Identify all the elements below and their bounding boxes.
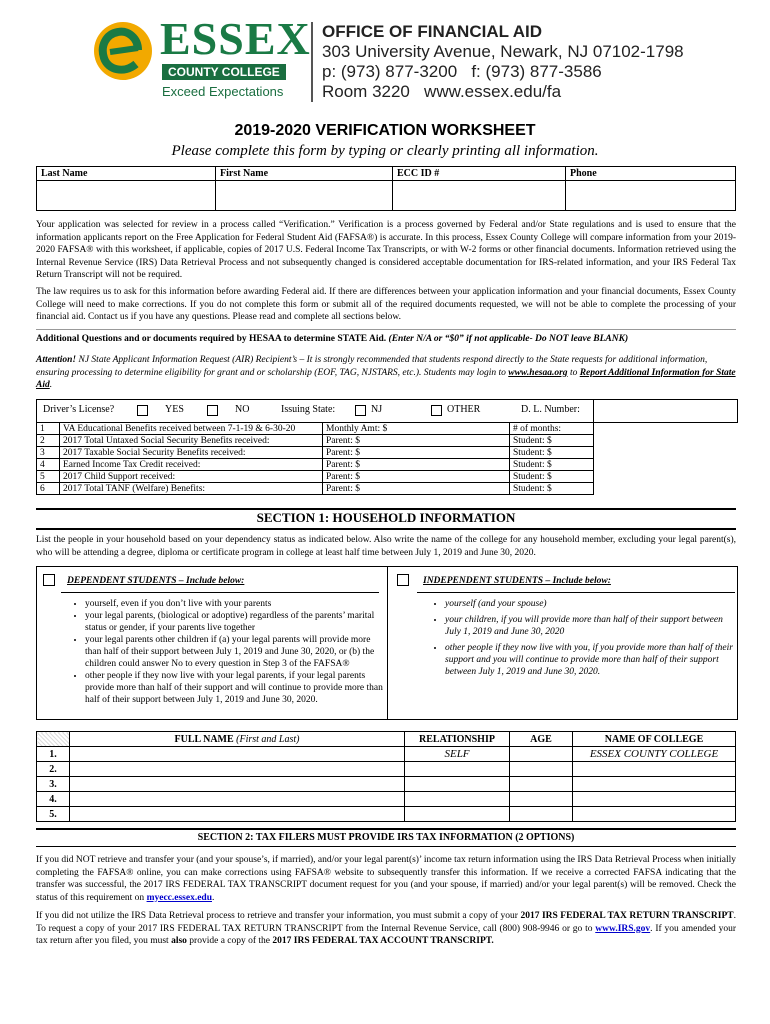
college-header: NAME OF COLLEGE xyxy=(573,732,736,747)
dl-number-field[interactable] xyxy=(593,400,737,422)
other-state-checkbox[interactable] xyxy=(431,405,442,416)
state-aid-row-number: 6 xyxy=(37,483,60,495)
section1-title: SECTION 1: HOUSEHOLD INFORMATION xyxy=(256,510,516,525)
state-aid-student-field[interactable]: Student: $ xyxy=(510,447,594,459)
office-block xyxy=(322,22,684,102)
state-aid-row-label: 2017 Taxable Social Security Benefits received: xyxy=(60,447,323,459)
hesaa-heading-block xyxy=(36,333,736,346)
section1-title-bar xyxy=(36,508,736,530)
office-room: Room 3220 www.essex.edu/fa xyxy=(322,82,562,101)
college-logo-mark-icon xyxy=(92,20,154,82)
first-name-field[interactable] xyxy=(216,181,393,211)
household-row xyxy=(37,747,736,762)
state-aid-parent-field[interactable]: Parent: $ xyxy=(323,459,510,471)
state-aid-row xyxy=(37,483,594,495)
household-relationship-field[interactable]: SELF xyxy=(405,747,510,762)
myecc-link[interactable]: myecc.essex.edu xyxy=(146,892,212,903)
state-aid-parent-field[interactable]: Monthly Amt: $ xyxy=(323,423,510,435)
issuing-state-label: Issuing State: xyxy=(281,404,336,415)
nj-checkbox[interactable] xyxy=(355,405,366,416)
state-aid-student-field[interactable]: Student: $ xyxy=(510,471,594,483)
section2-title: SECTION 2: TAX FILERS MUST PROVIDE IRS TAX INFORMATION (2 OPTIONS) xyxy=(197,832,575,843)
state-aid-row-number: 3 xyxy=(37,447,60,459)
report-additional-info-link[interactable]: Report Additional Information for State Aid xyxy=(36,367,736,390)
state-aid-row-number: 1 xyxy=(37,423,60,435)
household-name-field[interactable] xyxy=(70,792,405,807)
household-relationship-field[interactable] xyxy=(405,807,510,822)
independent-list xyxy=(429,598,741,682)
hesaa-note: (Enter N/A or “$0” if not applicable- Do NOT leave BLANK) xyxy=(388,334,629,344)
section2-paragraph-2: If you did not utilize the IRS Data Retrieval process to retrieve and transfer your information, you must submit a copy of your 2017 IRS FEDERAL TAX RETURN TRANSCRIPT. To request a copy of your 2017 IRS FEDERAL TAX RETURN TRANSCRIPT from the Internal Revenue Service, call (800) 908-9946 or go to www.IRS.gov. If you amended your tax return after you filed, you must also provide a copy of the 2017 IRS FEDERAL TAX ACCOUNT TRANSCRIPT. xyxy=(36,911,736,946)
state-aid-parent-field[interactable]: Parent: $ xyxy=(323,471,510,483)
license-label: Driver’s License? xyxy=(43,404,115,415)
state-aid-row xyxy=(37,423,594,435)
attention-text: NJ State Applicant Information Request (AIR) Recipient’s – It is strongly recommended that students respond directly to the State requests for additional information, ensuring processing to determine eligibility for grant and or scholarship (EOF, TAG, NJSTARS, etc.). Students may login to xyxy=(36,355,708,378)
hesaa-link[interactable]: www.hesaa.org xyxy=(508,367,568,378)
household-row xyxy=(37,807,736,822)
office-address: 303 University Avenue, Newark, NJ 07102-1798 xyxy=(322,42,684,61)
household-college-field[interactable] xyxy=(573,807,736,822)
dependent-list xyxy=(69,598,385,706)
dependent-list-item: • yourself, even if you don’t live with your parents xyxy=(85,598,385,610)
ecc-id-field[interactable] xyxy=(393,181,566,211)
state-aid-parent-field[interactable]: Parent: $ xyxy=(323,483,510,495)
state-aid-student-field[interactable]: # of months: xyxy=(510,423,594,435)
household-age-field[interactable] xyxy=(510,747,573,762)
ecc-id-header: ECC ID # xyxy=(393,167,566,181)
office-title: OFFICE OF FINANCIAL AID xyxy=(322,22,543,41)
household-name-field[interactable] xyxy=(70,807,405,822)
state-aid-row-number: 5 xyxy=(37,471,60,483)
id-table xyxy=(36,166,736,211)
phone-field[interactable] xyxy=(566,181,736,211)
household-row-number: 5. xyxy=(37,807,70,822)
state-aid-row xyxy=(37,447,594,459)
first-name-header: First Name xyxy=(216,167,393,181)
household-college-field[interactable] xyxy=(573,762,736,777)
page-title: 2019-2020 VERIFICATION WORKSHEET xyxy=(234,122,536,139)
state-aid-table xyxy=(36,422,594,495)
household-college-field[interactable] xyxy=(573,777,736,792)
section2-paragraph-1: If you did NOT retrieve and transfer your (and your spouse’s, if married), and/or your legal parent(s)’ income tax return information using the IRS Data Retrieval Process when initially completing the FAFSA® online, you can make corrections using FAFSA® website to subsequently transfer this information. If we receive a corrected FAFSA indicating that the transfer was successful, the 2017 IRS FEDERAL TAX TRANSCRIPT document request for you (and your spouse, if married) and/or your legal parent(s) will be removed. Check the status of this requirement on myecc.essex.edu. xyxy=(36,855,736,903)
dependent-list-item: • your legal parents other children if (a) your legal parents will provide more than half of their support between July 1, 2019 and June 30, 2020, or (b) the children could answer No to every question in Step 3 of the FAFSA® xyxy=(85,634,385,670)
state-aid-row xyxy=(37,435,594,447)
state-aid-student-field[interactable]: Student: $ xyxy=(510,459,594,471)
college-logo xyxy=(92,13,311,104)
dependency-box xyxy=(36,566,738,720)
hesaa-heading: Additional Questions and or documents required by HESAA to determine STATE Aid. xyxy=(36,334,387,344)
household-table xyxy=(36,731,736,832)
household-age-field[interactable] xyxy=(510,777,573,792)
section2-title-bar xyxy=(36,828,736,847)
age-header: AGE xyxy=(510,732,573,747)
state-aid-row-label: 2017 Child Support received: xyxy=(60,471,323,483)
independent-list-item: • your children, if you will provide more than half of their support between July 1, 2019 and June 30, 2020 xyxy=(445,614,741,638)
relationship-header: RELATIONSHIP xyxy=(405,732,510,747)
independent-list-item: • yourself (and your spouse) xyxy=(445,598,741,610)
license-yes-checkbox[interactable] xyxy=(137,405,148,416)
divider xyxy=(36,329,736,330)
office-phone: p: (973) 877-3200 f: (973) 877-3586 xyxy=(322,62,602,81)
household-row xyxy=(37,792,736,807)
dependent-heading: DEPENDENT STUDENTS – Include below: xyxy=(67,576,245,586)
household-row-number: 1. xyxy=(37,747,70,762)
state-aid-row-label: 2017 Total Untaxed Social Security Benefits received: xyxy=(60,435,323,447)
last-name-header: Last Name xyxy=(37,167,216,181)
nj-label: NJ xyxy=(371,404,383,415)
state-aid-row xyxy=(37,471,594,483)
intro-paragraph-1: Your application was selected for review in a process called “Verification.” Verification is a process governed by Federal and/or State regulations and is used to ensure that the information applicants report on the Free Application for Federal Student Aid (FAFSA®) is accurate. In this process, Essex County College will compare information from your 2019-2020 FAFSA® with this worksheet, if applicable, copies of 2017 U.S. Federal Income Tax Transcripts, or with W-2 forms or other financial documents. Information retrieved using the Internal Revenue Service (IRS) Data Retrieval Process and not subsequently changed is considered acceptable documentation for IRS-related information, and your IRS Federal Tax Return Transcript will not be required. xyxy=(36,220,736,280)
logo-sub: COUNTY COLLEGE xyxy=(162,64,286,80)
other-state-label: OTHER xyxy=(447,404,481,415)
household-college-field[interactable] xyxy=(573,792,736,807)
office-divider xyxy=(311,22,313,102)
household-age-field[interactable] xyxy=(510,807,573,822)
independent-checkbox[interactable] xyxy=(397,574,409,586)
section1-description: List the people in your household based on your dependency status as indicated below. Also write the name of the college for any household member, excluding your legal parent(s), who will be attending a degree, diploma or certificate program in college at least half time between July 1, 2019 and June 30, 2020. xyxy=(36,535,736,558)
household-age-field[interactable] xyxy=(510,762,573,777)
dependent-list-item: • your legal parents, (biological or adoptive) regardless of the parents’ marital status or gender, if your parents live together xyxy=(85,610,385,634)
state-aid-row-number: 4 xyxy=(37,459,60,471)
license-yes-label: YES xyxy=(165,404,184,415)
license-no-checkbox[interactable] xyxy=(207,405,218,416)
independent-heading: INDEPENDENT STUDENTS – Include below: xyxy=(423,576,611,586)
intro-paragraph-2: The law requires us to ask for this information before awarding Federal aid. If there are differences between your application information and your financial documents, Essex County College will need to make corrections. If you do not complete this form or submit all of the required documents requested, we will not be able to complete the processing of your financial aid. Contact us if you have any questions. Please read and complete all sections below. xyxy=(36,287,736,322)
state-aid-row-number: 2 xyxy=(37,435,60,447)
page-subtitle: Please complete this form by typing or clearly printing all information. xyxy=(171,143,599,159)
state-aid-row-label: Earned Income Tax Credit received: xyxy=(60,459,323,471)
household-name-field[interactable] xyxy=(70,777,405,792)
license-row xyxy=(36,399,738,423)
attention-to: to xyxy=(567,367,580,378)
state-aid-row xyxy=(37,459,594,471)
household-relationship-field[interactable] xyxy=(405,777,510,792)
state-aid-student-field[interactable]: Student: $ xyxy=(510,435,594,447)
logo-word: ESSEX xyxy=(160,13,311,64)
state-aid-student-field[interactable]: Student: $ xyxy=(510,483,594,495)
state-aid-row-label: VA Educational Benefits received between 7-1-19 & 6-30-20 xyxy=(60,423,323,435)
dependent-checkbox[interactable] xyxy=(43,574,55,586)
independent-list-item: • other people if they now live with you, if you provide more than half of their support and you will continue to provide more than half of their support between July 1, 2019 and June 30, 2020. xyxy=(445,642,741,678)
household-row-number: 4. xyxy=(37,792,70,807)
phone-header: Phone xyxy=(566,167,736,181)
state-aid-parent-field[interactable]: Parent: $ xyxy=(323,447,510,459)
attention-label: Attention! xyxy=(36,355,77,365)
license-no-label: NO xyxy=(235,404,250,415)
household-name-field[interactable] xyxy=(70,747,405,762)
household-name-field[interactable] xyxy=(70,762,405,777)
attention-block: Attention! NJ State Applicant Information Request (AIR) Recipient’s – It is strongly recommended that students respond directly to the State requests for additional information, ensuring processing to determine eligibility for grant and or scholarship (EOF, TAG, NJSTARS, etc.). Students may login to www.hesaa.org to Report Additional Information for State Aid. xyxy=(36,355,736,390)
state-aid-parent-field[interactable]: Parent: $ xyxy=(323,435,510,447)
last-name-field[interactable] xyxy=(37,181,216,211)
household-row-number: 2. xyxy=(37,762,70,777)
state-aid-row-label: 2017 Total TANF (Welfare) Benefits: xyxy=(60,483,323,495)
irs-link[interactable]: www.IRS.gov xyxy=(595,923,651,934)
dependent-list-item: • other people if they now live with your legal parents, if your legal parents provide more than half of their support and will continue to provide more than half of their support between July 1, 2019 and June 30, 2020. xyxy=(85,670,385,706)
household-row xyxy=(37,762,736,777)
household-college-field[interactable]: ESSEX COUNTY COLLEGE xyxy=(573,747,736,762)
household-relationship-field[interactable] xyxy=(405,792,510,807)
household-relationship-field[interactable] xyxy=(405,762,510,777)
logo-tagline: Exceed Expectations xyxy=(162,84,284,99)
full-name-header: FULL NAME (First and Last) xyxy=(70,732,405,747)
dl-number-label: D. L. Number: xyxy=(521,404,580,415)
household-age-field[interactable] xyxy=(510,792,573,807)
household-row-number: 3. xyxy=(37,777,70,792)
household-row xyxy=(37,777,736,792)
